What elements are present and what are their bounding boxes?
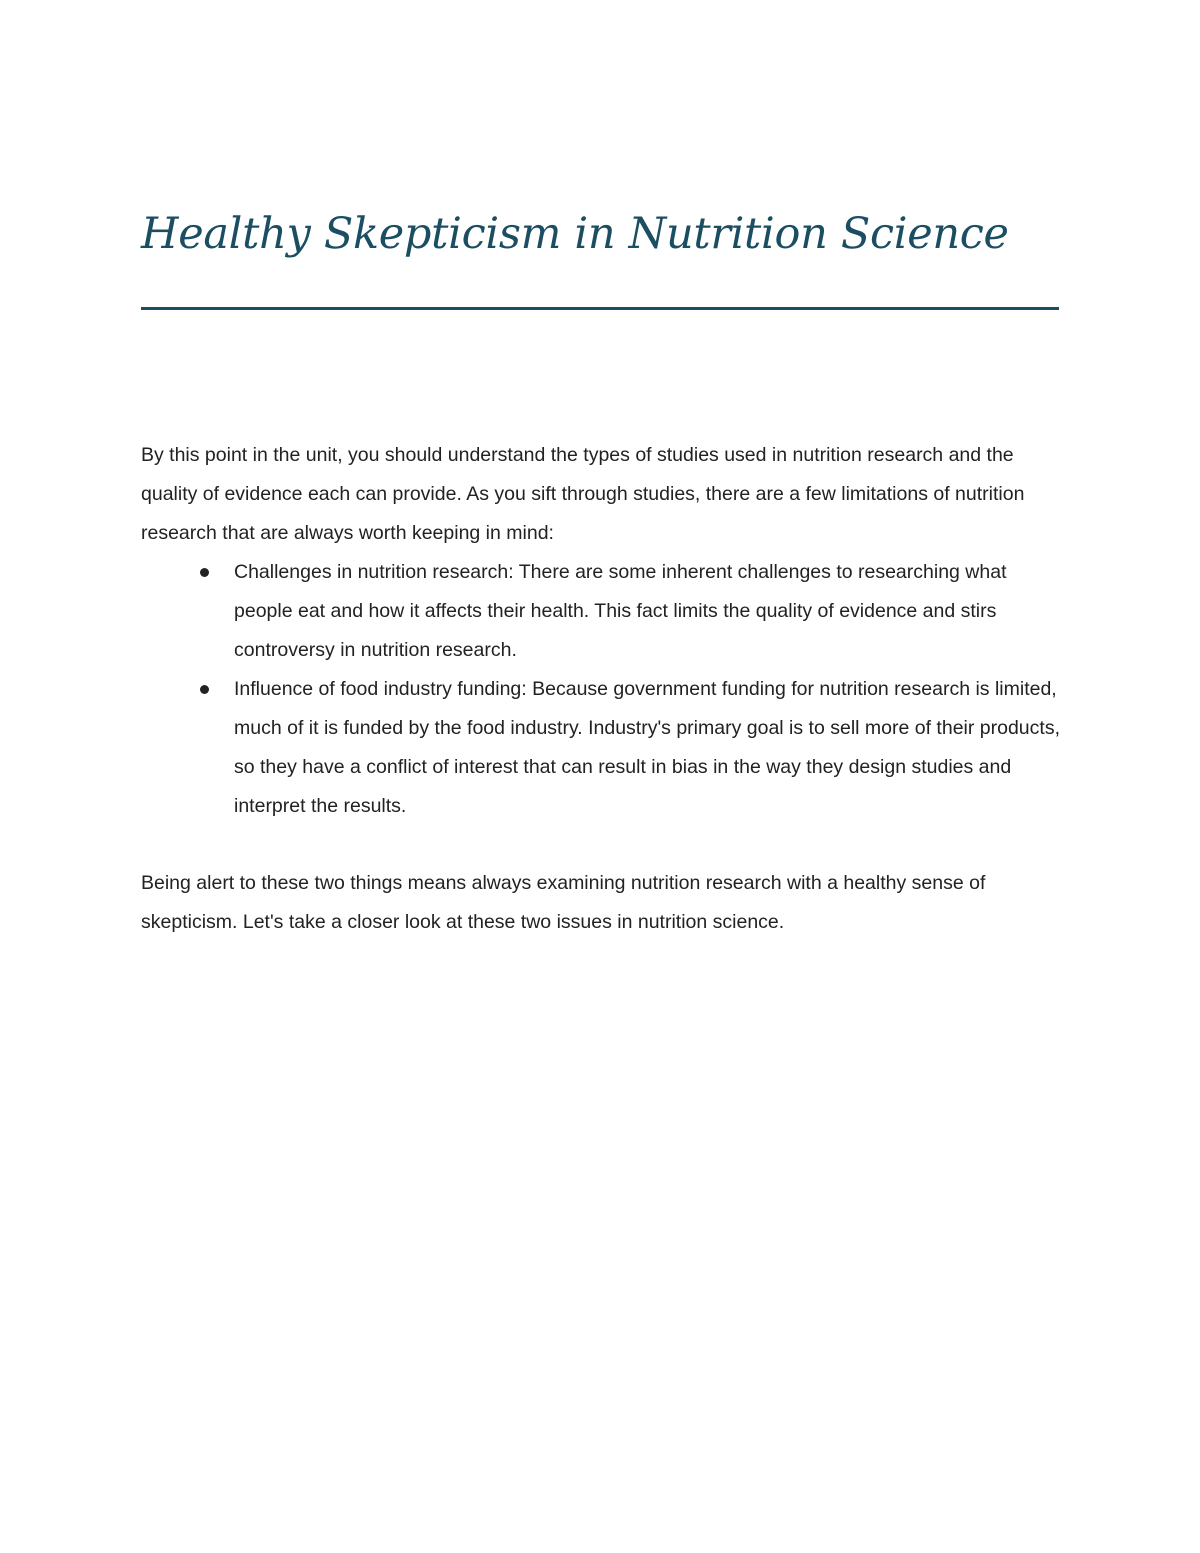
bullet-dot-icon [200,568,209,577]
list-item-text: Influence of food industry funding: Because government funding for nutrition research is limited, much of it is funded by the food industry. Industry's primary goal is to sell more of their products, so they have a conflict of interest that can result in bias in the way they design studies and interpret the results. [234,678,1060,817]
list-item-text: Challenges in nutrition research: There are some inherent challenges to researching what people eat and how it affects their health. This fact limits the quality of evidence and stirs controversy in nutrition research. [234,561,1007,661]
closing-paragraph: Being alert to these two things means always examining nutrition research with a healthy sense of skepticism. Let's take a closer look at these two issues in nutrition science. [141,872,986,933]
limitations-list [141,553,1061,826]
title-divider [141,307,1059,310]
bullet-dot-icon [200,685,209,694]
intro-paragraph: By this point in the unit, you should understand the types of studies used in nutrition research and the quality of evidence each can provide. As you sift through studies, there are a few limitations of nutrition research that are always worth keeping in mind: [141,444,1025,544]
list-item-industry-funding [141,670,1061,826]
list-item-challenges [141,553,1061,670]
page-title: Healthy Skepticism in Nutrition Science [141,209,1009,259]
